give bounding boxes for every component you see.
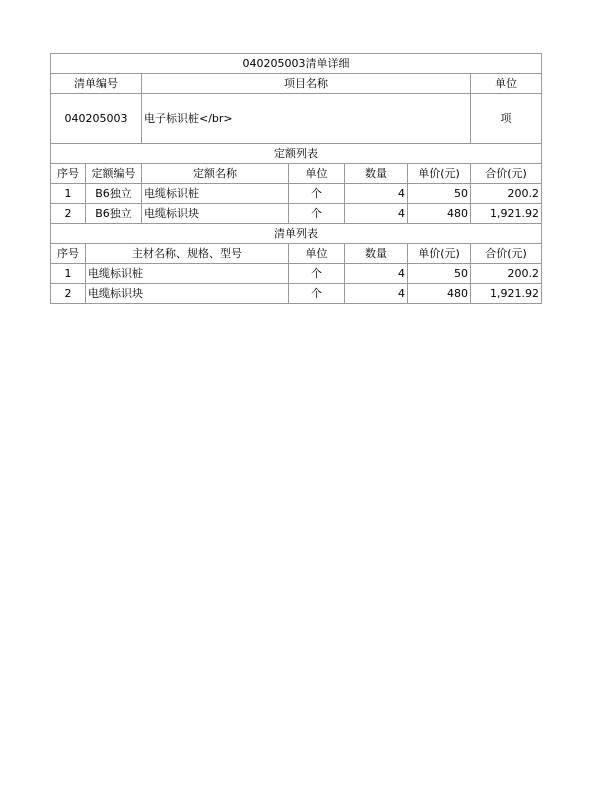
material-total-header: 合价(元) <box>471 244 542 264</box>
list-item-row <box>51 94 542 144</box>
quota-name: 电缆标识块 <box>142 204 289 224</box>
quota-unit-header: 单位 <box>289 164 345 184</box>
material-name: 电缆标识块 <box>86 284 289 304</box>
quota-qty: 4 <box>345 204 408 224</box>
list-item-name: 电子标识桩</br> <box>142 94 471 144</box>
material-unit-price-header: 单价(元) <box>408 244 471 264</box>
material-name: 电缆标识桩 <box>86 264 289 284</box>
quota-section-title: 定额列表 <box>51 144 542 164</box>
quota-code-header: 定额编号 <box>86 164 142 184</box>
material-total: 1,921.92 <box>471 284 542 304</box>
material-unit-price: 480 <box>408 284 471 304</box>
quota-seq-header: 序号 <box>51 164 86 184</box>
material-seq: 2 <box>51 284 86 304</box>
material-name-header: 主材名称、规格、型号 <box>86 244 289 264</box>
bill-detail-table <box>50 53 542 304</box>
table-row <box>51 184 542 204</box>
quota-section-row <box>51 144 542 164</box>
quota-unit: 个 <box>289 204 345 224</box>
quota-unit-price-header: 单价(元) <box>408 164 471 184</box>
list-item-unit: 项 <box>471 94 542 144</box>
table-row <box>51 264 542 284</box>
quota-qty-header: 数量 <box>345 164 408 184</box>
list-name-header: 项目名称 <box>142 74 471 94</box>
quota-code: B6独立 <box>86 204 142 224</box>
quota-unit-price: 480 <box>408 204 471 224</box>
title-row <box>51 54 542 74</box>
quota-seq: 2 <box>51 204 86 224</box>
table-row <box>51 204 542 224</box>
material-unit-header: 单位 <box>289 244 345 264</box>
quota-unit: 个 <box>289 184 345 204</box>
material-qty-header: 数量 <box>345 244 408 264</box>
material-section-title: 清单列表 <box>51 224 542 244</box>
table-title: 040205003清单详细 <box>51 54 542 74</box>
material-seq-header: 序号 <box>51 244 86 264</box>
table-row <box>51 284 542 304</box>
quota-qty: 4 <box>345 184 408 204</box>
list-header-row <box>51 74 542 94</box>
material-unit-price: 50 <box>408 264 471 284</box>
list-unit-header: 单位 <box>471 74 542 94</box>
quota-total: 1,921.92 <box>471 204 542 224</box>
material-header-row <box>51 244 542 264</box>
quota-total-header: 合价(元) <box>471 164 542 184</box>
material-qty: 4 <box>345 284 408 304</box>
material-unit: 个 <box>289 284 345 304</box>
quota-header-row <box>51 164 542 184</box>
list-code-header: 清单编号 <box>51 74 142 94</box>
quota-total: 200.2 <box>471 184 542 204</box>
material-seq: 1 <box>51 264 86 284</box>
quota-seq: 1 <box>51 184 86 204</box>
quota-name-header: 定额名称 <box>142 164 289 184</box>
quota-name: 电缆标识桩 <box>142 184 289 204</box>
material-section-row <box>51 224 542 244</box>
material-unit: 个 <box>289 264 345 284</box>
quota-code: B6独立 <box>86 184 142 204</box>
material-qty: 4 <box>345 264 408 284</box>
material-total: 200.2 <box>471 264 542 284</box>
quota-unit-price: 50 <box>408 184 471 204</box>
list-item-code: 040205003 <box>51 94 142 144</box>
